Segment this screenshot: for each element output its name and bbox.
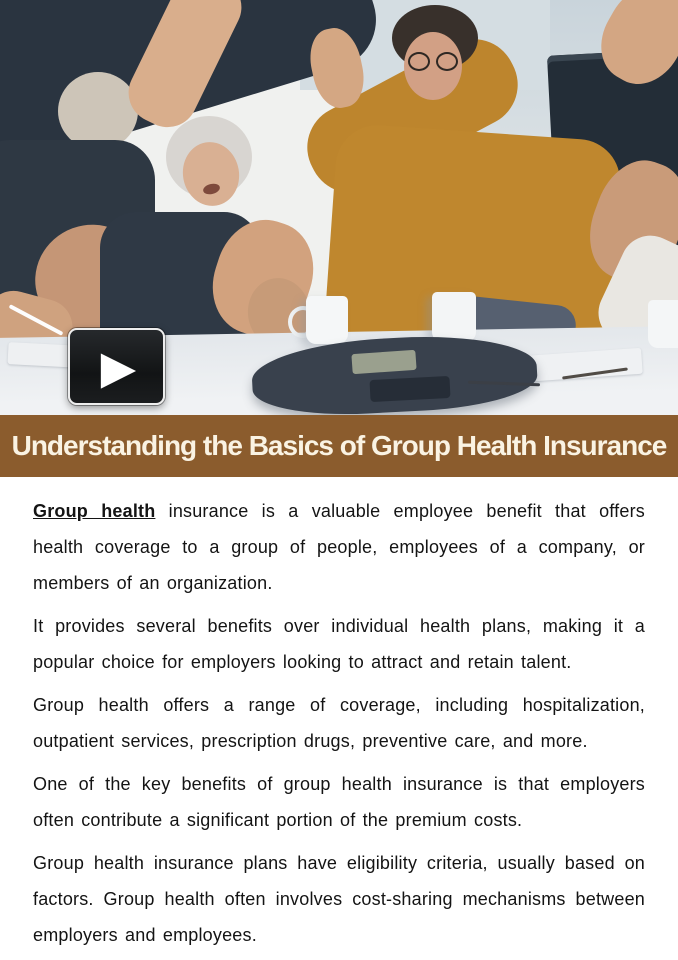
photo-mug-3: [648, 300, 678, 348]
article-body: [0, 477, 678, 953]
video-play-button[interactable]: [68, 328, 165, 405]
page-title: Understanding the Basics of Group Health Insurance: [11, 430, 667, 461]
intro-paragraph-text: insurance is a valuable employee benefit that offers health coverage to a group of people, employees of a company, or members of an organization.: [33, 501, 645, 593]
paragraph-coverage: Group health offers a range of coverage, including hospitalization, outpatient services, prescription drugs, preventive care, and more.: [33, 695, 645, 751]
photo-right-woman-glasses-right-lens: [436, 52, 458, 71]
photo-mug: [306, 296, 348, 344]
paragraph-eligibility: Group health insurance plans have eligibility criteria, usually based on factors. Group health often involves cost-sharing mechanisms between employers and employees.: [33, 853, 645, 945]
group-health-link[interactable]: Group health: [33, 501, 156, 521]
paragraph-premiums: One of the key benefits of group health insurance is that employers often contribute a significant portion of the premium costs.: [33, 774, 645, 830]
photo-phone-keypad: [369, 376, 450, 402]
title-bar: [0, 415, 678, 477]
photo-right-woman-glasses-left-lens: [408, 52, 430, 71]
play-icon: ▶: [100, 339, 137, 394]
photo-left-person-head: [58, 72, 138, 150]
video-thumbnail: [0, 0, 678, 415]
intro-paragraph: [33, 493, 645, 601]
paragraph-benefits: It provides several benefits over individual health plans, making it a popular choice for employers looking to attract and retain talent.: [33, 616, 645, 672]
photo-mug-2: [432, 292, 476, 342]
